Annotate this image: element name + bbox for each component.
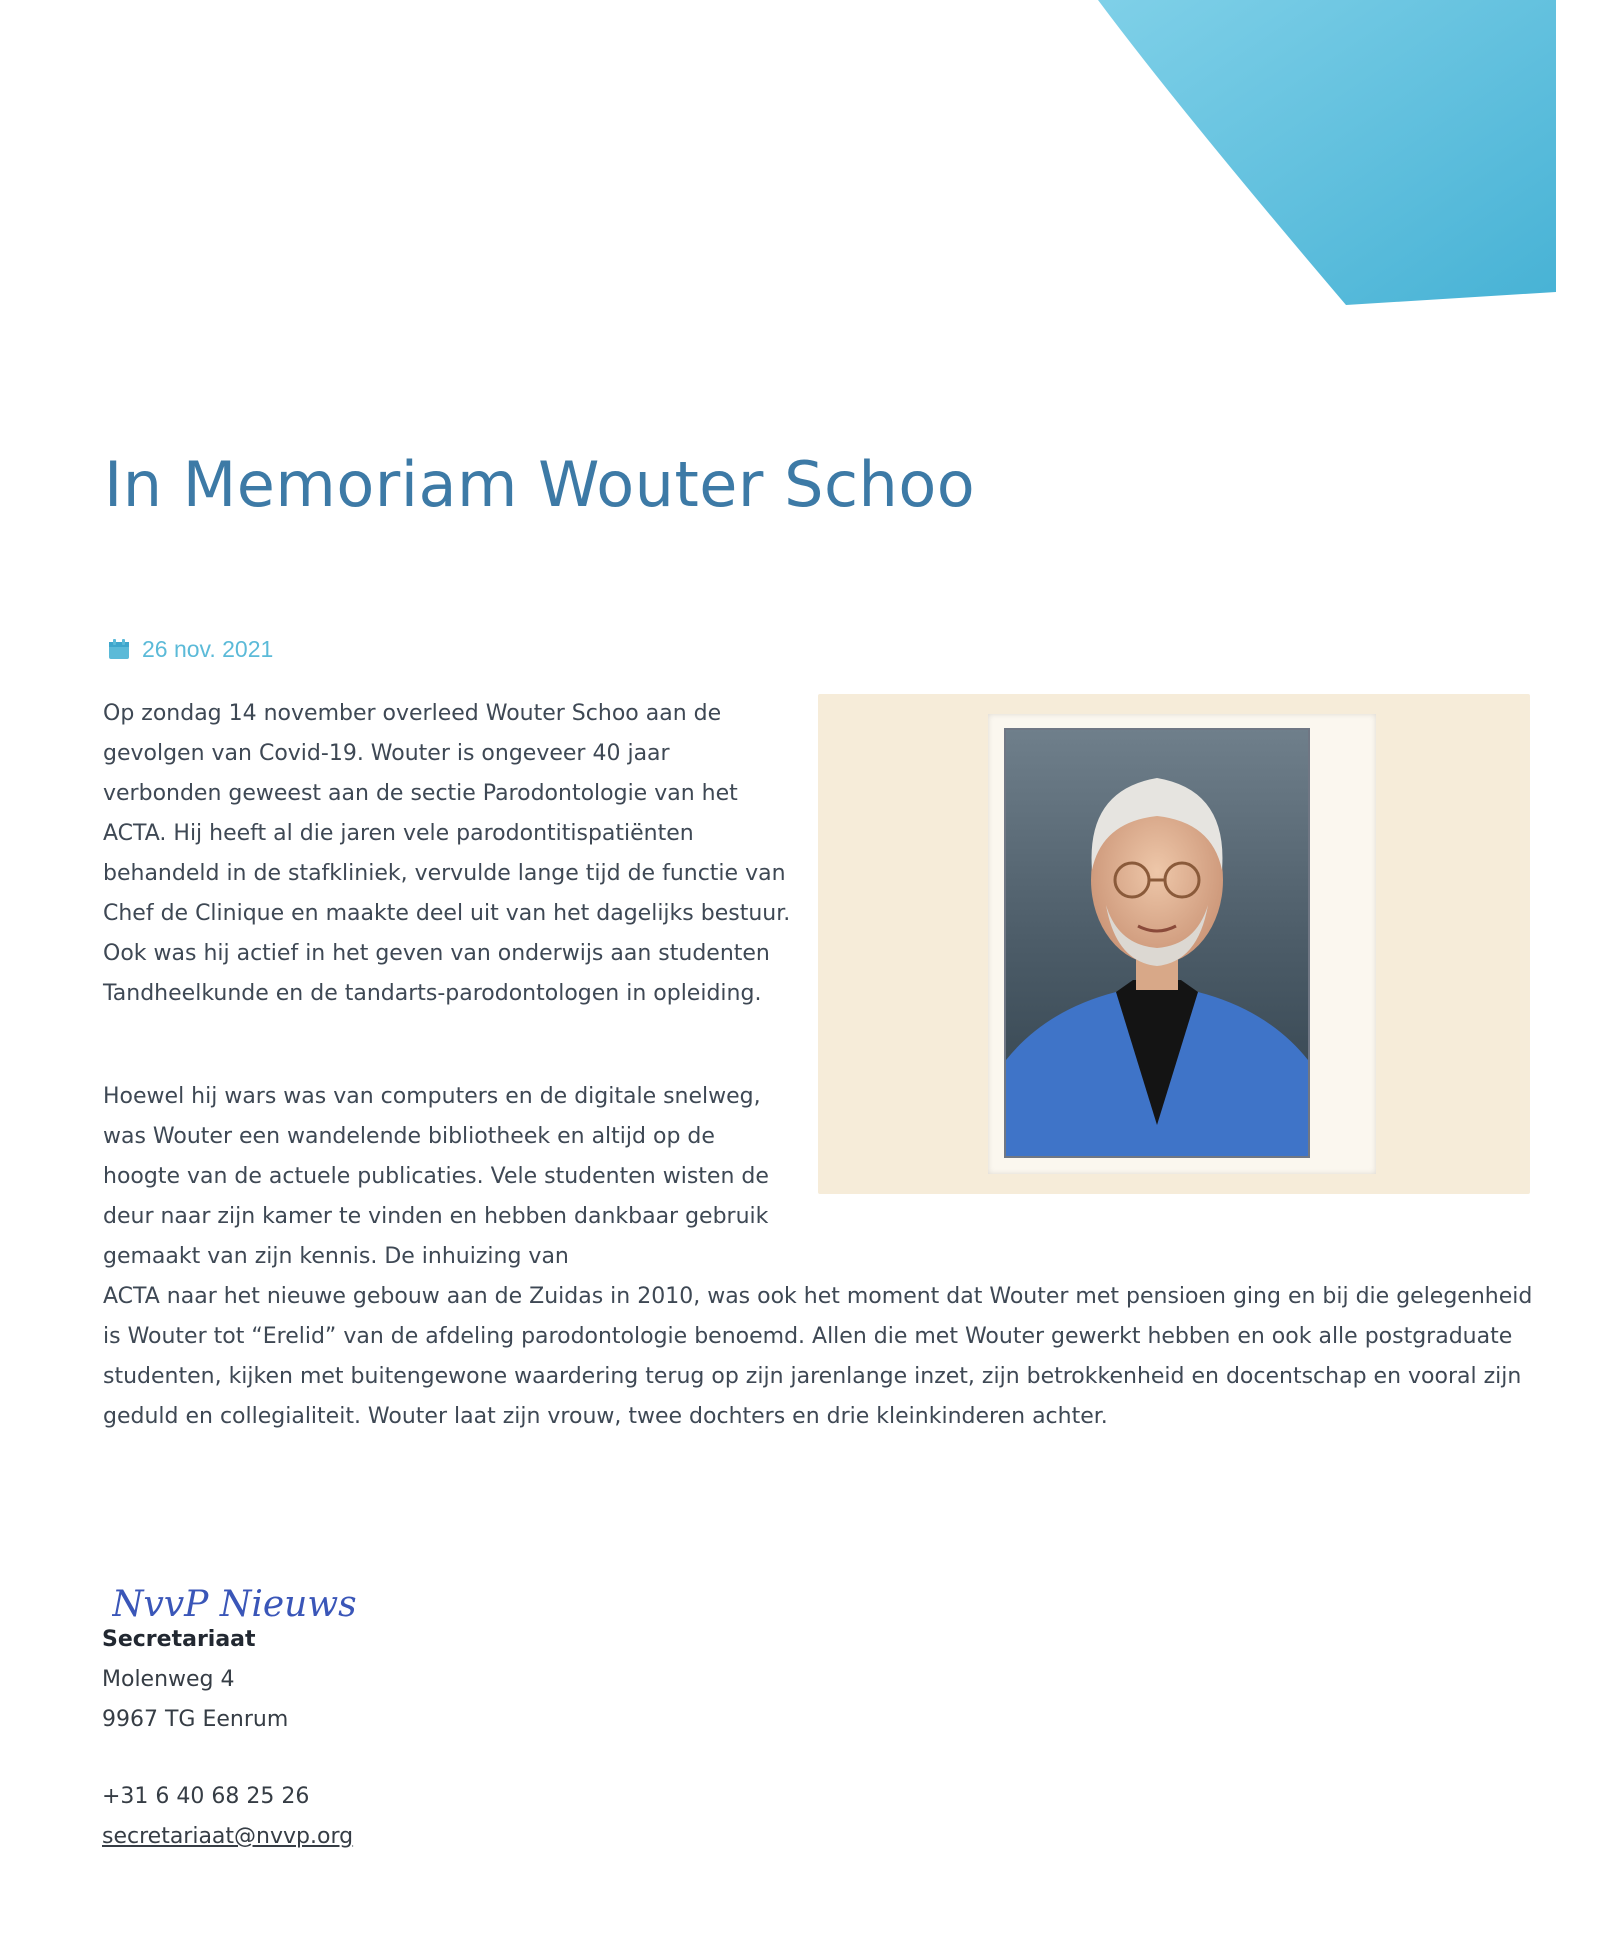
article-paragraph-2-continued: ACTA naar het nieuwe gebouw aan de Zuidas in 2010, was ook het moment dat Wouter met pensioen ging en bij die gelegenheid is Wouter tot “Erelid” van de afdeling parodontologie benoemd. Allen die met Wouter gewerkt hebben en ook alle postgraduate studenten, kijken met buitengewone waardering terug op zijn jarenlange inzet, zijn betrokkenheid en docentschap en vooral zijn geduld en collegialiteit. Wouter laat zijn vrouw, twee dochters en drie kleinkinderen achter. (103, 1284, 1533, 1429)
portrait-image (1004, 728, 1310, 1158)
article-paragraph-2: Hoewel hij wars was van computers en de digitale snelweg, was Wouter een wandelende bibliotheek en altijd op de hoogte van de actuele publicaties. Vele studenten wisten de deur naar zijn kamer te vinden en hebben dankbaar gebruik gemaakt van zijn kennis. De inhuizing van (103, 1084, 769, 1269)
photo-frame (988, 714, 1376, 1174)
organization-name: Secretariaat (102, 1627, 256, 1652)
publish-date (108, 632, 273, 666)
email-link[interactable]: secretariaat@nvvp.org (102, 1824, 354, 1849)
calendar-icon (108, 638, 130, 660)
portrait-photo (818, 694, 1530, 1194)
svg-text:NvvP Nieuws: NvvP Nieuws (112, 1584, 357, 1625)
decorative-corner-shape (0, 0, 1603, 320)
address-postal-city: 9967 TG Eenrum (102, 1707, 289, 1732)
date-text: 26 nov. 2021 (142, 635, 274, 662)
contact-footer (102, 1620, 353, 1857)
address-street: Molenweg 4 (102, 1667, 235, 1692)
phone-number: +31 6 40 68 25 26 (102, 1784, 310, 1809)
article-paragraph-1: Op zondag 14 november overleed Wouter Schoo aan de gevolgen van Covid-19. Wouter is ongeveer 40 jaar verbonden geweest aan de sectie Parodontologie van het ACTA. Hij heeft al die jaren vele parodontitispatiënten behandeld in de stafkliniek, vervulde lange tijd de functie van Chef de Clinique en maakte deel uit van het dagelijks bestuur. Ook was hij actief in het geven van onderwijs aan studenten Tandheelkunde en de tandarts-parodontologen in opleiding. (103, 701, 791, 1006)
page-title: In Memoriam Wouter Schoo (104, 448, 976, 521)
